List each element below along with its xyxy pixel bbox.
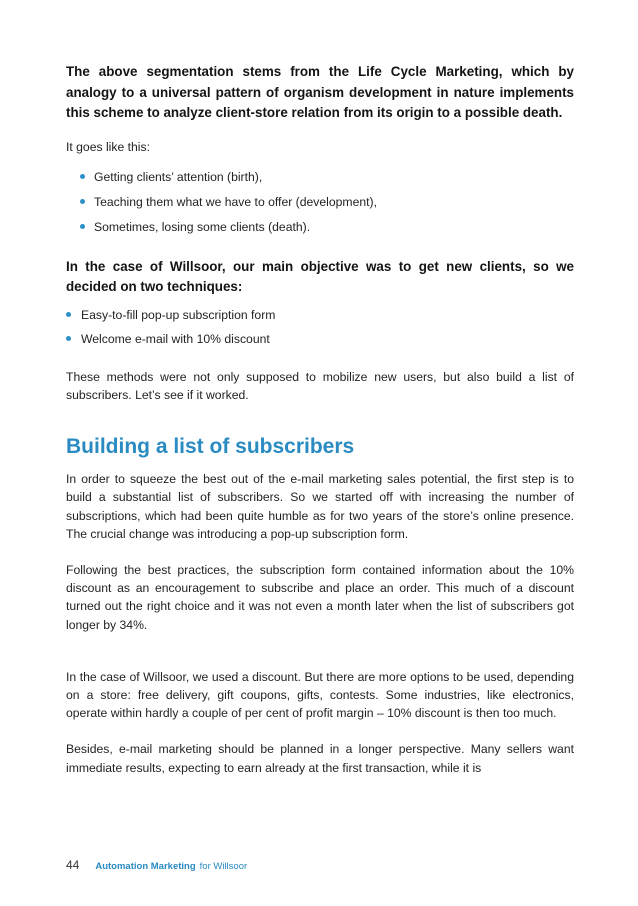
- list-item: Getting clients’ attention (birth),: [66, 168, 574, 186]
- intro-lead-paragraph: The above segmentation stems from the Life Cycle Marketing, which by analogy to a universal pattern of organism development in nature implements this scheme to analyze client-store relation from its origin to a possible death.: [66, 64, 574, 120]
- bullet-icon: [66, 312, 71, 317]
- life-cycle-stages-list: [66, 168, 574, 236]
- section-paragraph: Besides, e-mail marketing should be planned in a longer perspective. Many sellers want immediate results, expecting to earn already at the first transaction, while it is: [66, 742, 574, 775]
- list-item: Teaching them what we have to offer (development),: [66, 193, 574, 211]
- bullet-icon: [80, 224, 85, 229]
- list-item: Welcome e-mail with 10% discount: [66, 330, 574, 348]
- section-paragraph: Following the best practices, the subscription form contained information about the 10% discount as an encouragement to subscribe and place an order. This much of a discount turned out the right choice and it was not even a month later when the list of subscribers got longer by 34%.: [66, 562, 574, 632]
- objective-summary-paragraph: These methods were not only supposed to mobilize new users, but also build a list of subscribers. Let’s see if it worked.: [66, 369, 574, 402]
- list-item: Sometimes, losing some clients (death).: [66, 218, 574, 236]
- footer-title: Automation Marketing: [95, 861, 196, 872]
- objective-lead-paragraph: In the case of Willsoor, our main objective was to get new clients, so we decided on two techniques:: [66, 258, 574, 295]
- list-item: Easy-to-fill pop-up subscription form: [66, 306, 574, 324]
- footer-subtitle: for Willsoor: [199, 861, 248, 872]
- intro-goes-like-text: It goes like this:: [66, 139, 150, 154]
- techniques-list: [66, 306, 574, 348]
- page-content: [66, 62, 574, 777]
- section-paragraph: In the case of Willsoor, we used a discount. But there are more options to be used, depending on a store: free delivery, gift coupons, gifts, contests. Some industries, like electronics, operate within hardly a couple of per cent of profit margin – 10% discount is then too much.: [66, 669, 574, 721]
- page-number: 44: [66, 858, 80, 872]
- bullet-icon: [80, 199, 85, 204]
- bullet-icon: [80, 174, 85, 179]
- section-heading: Building a list of subscribers: [66, 435, 355, 459]
- page-footer: [66, 858, 247, 872]
- section-paragraph: In order to squeeze the best out of the e-mail marketing sales potential, the first step is to build a substantial list of subscribers. So we started off with increasing the number of subscriptions, which had been quite humble as for two years of the store’s online presence. The crucial change was introducing a pop-up subscription form.: [66, 472, 574, 541]
- bullet-icon: [66, 336, 71, 341]
